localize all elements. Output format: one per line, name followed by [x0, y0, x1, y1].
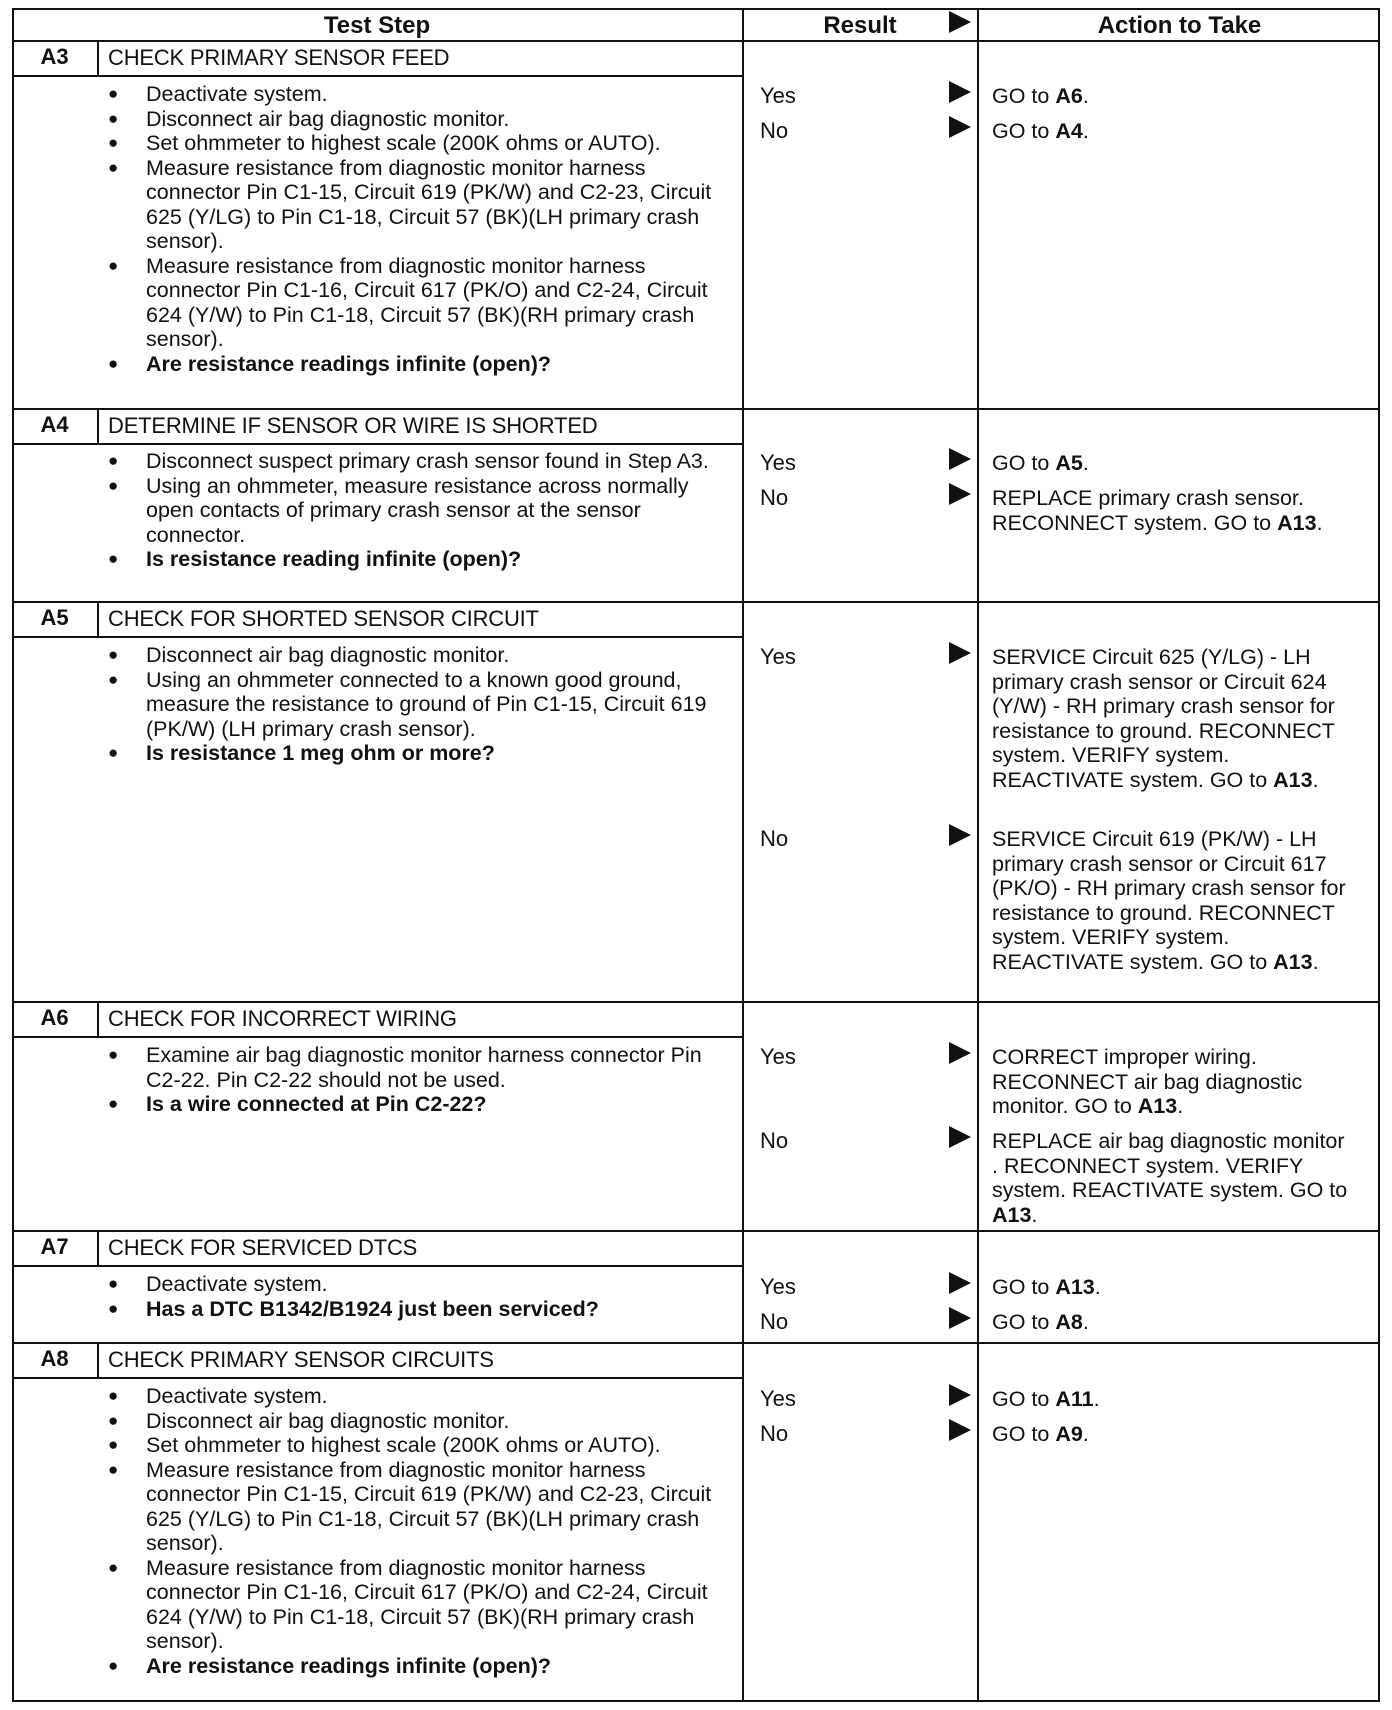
list-item: ● Set ohmmeter to highest scale (200K ohms or AUTO).	[108, 1433, 718, 1458]
result-arrow-icon	[949, 1126, 971, 1148]
result-label: No	[760, 1421, 789, 1446]
list-item: ● Measure resistance from diagnostic monitor harness connector Pin C1-16, Circuit 617 (PK/O) and C2-24, Circuit 624 (Y/W) to Pin C1-18, Circuit 57 (BK)(RH primary crash sensor).	[108, 254, 718, 352]
header-action: Action to Take	[1097, 12, 1262, 39]
list-item: ● Disconnect air bag diagnostic monitor.	[108, 643, 708, 668]
step-bullets	[108, 643, 708, 766]
id-divider	[97, 40, 99, 75]
result-arrow-icon	[949, 824, 971, 846]
result-label: Yes	[760, 1044, 796, 1069]
header-result: Result	[823, 12, 897, 39]
step-id: A6	[40, 1005, 69, 1030]
result-arrow-icon	[949, 1307, 971, 1329]
list-item: ● Measure resistance from diagnostic monitor harness connector Pin C1-15, Circuit 619 (PK/W) and C2-23, Circuit 625 (Y/LG) to Pin C1-18, Circuit 57 (BK)(LH primary crash sensor).	[108, 156, 718, 254]
result-label: No	[760, 118, 789, 143]
action-text: GO to A9.	[992, 1422, 1089, 1446]
result-arrow-icon	[949, 448, 971, 470]
row-divider	[12, 1230, 1380, 1232]
result-label: Yes	[760, 83, 796, 108]
title-divider	[12, 1265, 742, 1267]
row-divider	[12, 601, 1380, 603]
column-divider-result	[742, 8, 744, 1702]
id-divider	[97, 1342, 99, 1377]
result-label: No	[760, 1128, 789, 1153]
list-item: ● Are resistance readings infinite (open)?	[108, 352, 718, 377]
result-label: No	[760, 1309, 789, 1334]
result-arrow-icon	[949, 1042, 971, 1064]
result-label: Yes	[760, 450, 796, 475]
result-label: No	[760, 485, 789, 510]
list-item: ● Has a DTC B1342/B1924 just been serviced?	[108, 1297, 728, 1322]
result-arrow-icon	[949, 642, 971, 664]
list-item: ● Deactivate system.	[108, 1272, 728, 1297]
list-item: ● Is resistance 1 meg ohm or more?	[108, 741, 708, 766]
step-bullets	[108, 1043, 723, 1117]
result-label: No	[760, 826, 789, 851]
action-text: GO to A8.	[992, 1310, 1089, 1334]
list-item: ● Are resistance readings infinite (open)?	[108, 1654, 718, 1679]
list-item: ● Disconnect air bag diagnostic monitor.	[108, 107, 718, 132]
action-text: GO to A13.	[992, 1275, 1101, 1299]
action-text: SERVICE Circuit 625 (Y/LG) - LH primary crash sensor or Circuit 624 (Y/W) - RH primary crash sensor for resistance to ground. RECONNECT system. VERIFY system. REACTIVATE system. GO to A13.	[992, 645, 1335, 792]
list-item: ● Deactivate system.	[108, 82, 718, 107]
result-arrow-icon	[949, 116, 971, 138]
action-text: GO to A11.	[992, 1387, 1100, 1411]
step-id: A8	[40, 1346, 69, 1371]
list-item: ● Set ohmmeter to highest scale (200K ohms or AUTO).	[108, 131, 718, 156]
row-divider	[12, 1001, 1380, 1003]
id-divider	[97, 408, 99, 443]
list-item: ● Is resistance reading infinite (open)?	[108, 547, 718, 572]
result-arrow-icon	[949, 81, 971, 103]
title-divider	[12, 75, 742, 77]
header-divider	[12, 40, 1380, 42]
header-arrow-icon	[949, 11, 971, 33]
action-text: GO to A6.	[992, 84, 1089, 108]
result-arrow-icon	[949, 1419, 971, 1441]
title-divider	[12, 636, 742, 638]
list-item: ● Disconnect suspect primary crash sensor found in Step A3.	[108, 449, 718, 474]
step-id: A5	[40, 605, 69, 630]
list-item: ● Measure resistance from diagnostic monitor harness connector Pin C1-16, Circuit 617 (PK/O) and C2-24, Circuit 624 (Y/W) to Pin C1-18, Circuit 57 (BK)(RH primary crash sensor).	[108, 1556, 718, 1654]
column-divider-action	[977, 8, 979, 1702]
list-item: ● Using an ohmmeter connected to a known good ground, measure the resistance to ground of Pin C1-15, Circuit 619 (PK/W) (LH primary crash sensor).	[108, 668, 708, 742]
row-divider	[12, 1342, 1380, 1344]
list-item: ● Using an ohmmeter, measure resistance across normally open contacts of primary crash sensor at the sensor connector.	[108, 474, 718, 548]
list-item: ● Examine air bag diagnostic monitor harness connector Pin C2-22. Pin C2-22 should not be used.	[108, 1043, 723, 1092]
step-id: A7	[40, 1234, 69, 1259]
action-text: CORRECT improper wiring. RECONNECT air bag diagnostic monitor. GO to A13.	[992, 1045, 1303, 1118]
step-title: CHECK PRIMARY SENSOR CIRCUITS	[108, 1347, 494, 1372]
result-label: Yes	[760, 1274, 796, 1299]
list-item: ● Is a wire connected at Pin C2-22?	[108, 1092, 723, 1117]
action-text: SERVICE Circuit 619 (PK/W) - LH primary crash sensor or Circuit 617 (PK/O) - RH primary crash sensor for resistance to ground. RECONNECT system. VERIFY system. REACTIVATE system. GO to A13.	[992, 827, 1346, 974]
id-divider	[97, 601, 99, 636]
step-title: CHECK FOR INCORRECT WIRING	[108, 1006, 457, 1031]
step-id: A3	[40, 44, 69, 69]
list-item: ● Deactivate system.	[108, 1384, 718, 1409]
header-test-step: Test Step	[323, 12, 431, 39]
title-divider	[12, 1377, 742, 1379]
result-label: Yes	[760, 1386, 796, 1411]
step-bullets	[108, 1384, 718, 1678]
action-text: GO to A4.	[992, 119, 1089, 143]
step-title: DETERMINE IF SENSOR OR WIRE IS SHORTED	[108, 413, 598, 438]
id-divider	[97, 1001, 99, 1036]
diagnostic-test-table	[12, 8, 1380, 1702]
title-divider	[12, 443, 742, 445]
id-divider	[97, 1230, 99, 1265]
action-text: REPLACE air bag diagnostic monitor . RECONNECT system. VERIFY system. REACTIVATE system. GO to A13.	[992, 1129, 1348, 1227]
result-arrow-icon	[949, 1272, 971, 1294]
result-label: Yes	[760, 644, 796, 669]
action-text: GO to A5.	[992, 451, 1089, 475]
step-bullets	[108, 449, 718, 572]
step-title: CHECK PRIMARY SENSOR FEED	[108, 45, 450, 70]
title-divider	[12, 1036, 742, 1038]
list-item: ● Measure resistance from diagnostic monitor harness connector Pin C1-15, Circuit 619 (PK/W) and C2-23, Circuit 625 (Y/LG) to Pin C1-18, Circuit 57 (BK)(LH primary crash sensor).	[108, 1458, 718, 1556]
step-bullets	[108, 1272, 728, 1321]
step-title: CHECK FOR SHORTED SENSOR CIRCUIT	[108, 606, 539, 631]
result-arrow-icon	[949, 483, 971, 505]
step-title: CHECK FOR SERVICED DTCS	[108, 1235, 418, 1260]
step-bullets	[108, 82, 718, 376]
step-id: A4	[40, 412, 69, 437]
result-arrow-icon	[949, 1384, 971, 1406]
list-item: ● Disconnect air bag diagnostic monitor.	[108, 1409, 718, 1434]
row-divider	[12, 408, 1380, 410]
action-text: REPLACE primary crash sensor. RECONNECT system. GO to A13.	[992, 486, 1323, 535]
